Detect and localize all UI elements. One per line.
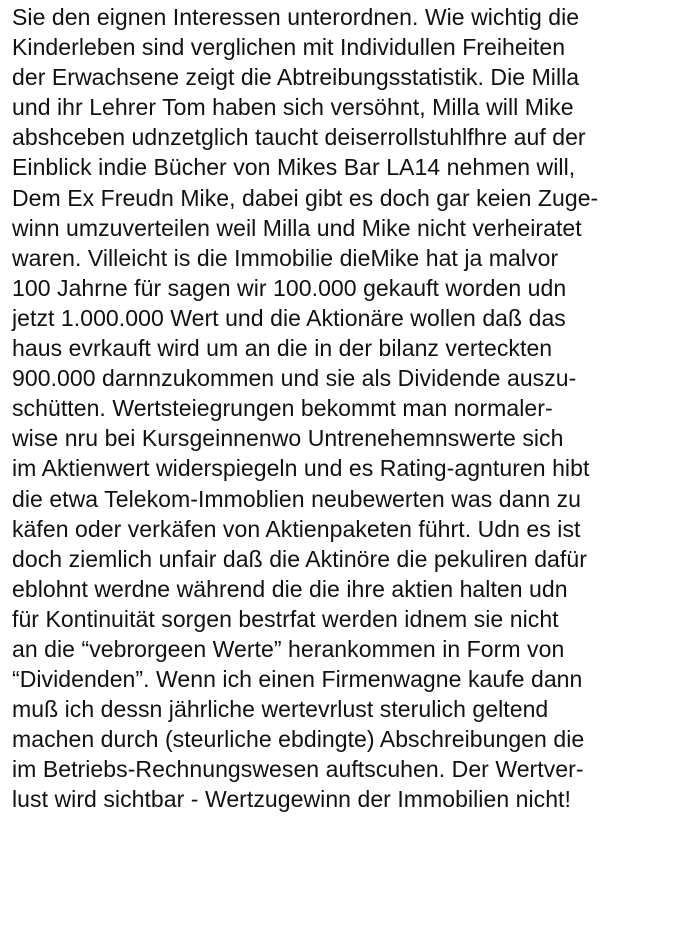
text-line-3: der Erwachsene zeigt die Abtreibungsstatistik. Die Milla bbox=[12, 64, 580, 91]
text-line-22: an die “vebrorgeen Werte” herankommen in Form von bbox=[12, 635, 565, 662]
text-line-20: eblohnt werdne während die die ihre aktien halten udn bbox=[12, 575, 568, 602]
text-line-6: Einblick indie Bücher von Mikes Bar LA14 nehmen will, bbox=[12, 154, 576, 181]
text-line-4: und ihr Lehrer Tom haben sich versöhnt, Milla will Mike bbox=[12, 94, 574, 121]
text-line-19: doch ziemlich unfair daß die Aktinöre die pekuliren dafür bbox=[12, 545, 587, 572]
text-line-14: schütten. Wertsteiegrungen bekommt man normaler- bbox=[12, 395, 553, 422]
text-line-9: waren. Villeicht is die Immobilie dieMike hat ja malvor bbox=[12, 244, 559, 271]
text-line-10: 100 Jahrne für sagen wir 100.000 gekauft worden udn bbox=[12, 274, 567, 301]
text-line-7: Dem Ex Freudn Mike, dabei gibt es doch gar keien Zuge- bbox=[12, 184, 599, 211]
text-line-18: käfen oder verkäfen von Aktienpaketen führt. Udn es ist bbox=[12, 515, 581, 542]
text-line-25: machen durch (steurliche ebdingte) Abschreibungen die bbox=[12, 726, 585, 753]
text-line-27: lust wird sichtbar - Wertzugewinn der Immobilien nicht! bbox=[12, 786, 571, 813]
text-line-12: haus evrkauft wird um an die in der bilanz verteckten bbox=[12, 335, 553, 362]
body-text bbox=[12, 2, 682, 815]
text-line-21: für Kontinuität sorgen bestrfat werden idnem sie nicht bbox=[12, 605, 559, 632]
text-line-17: die etwa Telekom-Immoblien neubewerten was dann zu bbox=[12, 485, 582, 512]
text-line-11: jetzt 1.000.000 Wert und die Aktionäre wollen daß das bbox=[12, 304, 566, 331]
text-line-16: im Aktienwert widerspiegeln und es Rating-agnturen hibt bbox=[12, 455, 590, 482]
text-line-26: im Betriebs-Rechnungswesen auftscuhen. Der Wertver- bbox=[12, 756, 584, 783]
text-line-13: 900.000 darnnzukommen und sie als Dividende auszu- bbox=[12, 365, 577, 392]
text-line-23: “Dividenden”. Wenn ich einen Firmenwagne kaufe dann bbox=[12, 666, 583, 693]
text-line-1: Sie den eignen Interessen unterordnen. Wie wichtig die bbox=[12, 4, 580, 30]
text-line-8: winn umzuverteilen weil Milla und Mike nicht verheiratet bbox=[12, 214, 582, 241]
text-line-15: wise nru bei Kursgeinnenwo Untrenehemnswerte sich bbox=[12, 425, 564, 452]
text-line-5: abshceben udnzetglich taucht deiserrollstuhlfhre auf der bbox=[12, 124, 586, 151]
text-line-2: Kinderleben sind verglichen mit Individullen Freiheiten bbox=[12, 34, 566, 61]
text-line-24: muß ich dessn jährliche wertevrlust sterulich geltend bbox=[12, 696, 549, 723]
